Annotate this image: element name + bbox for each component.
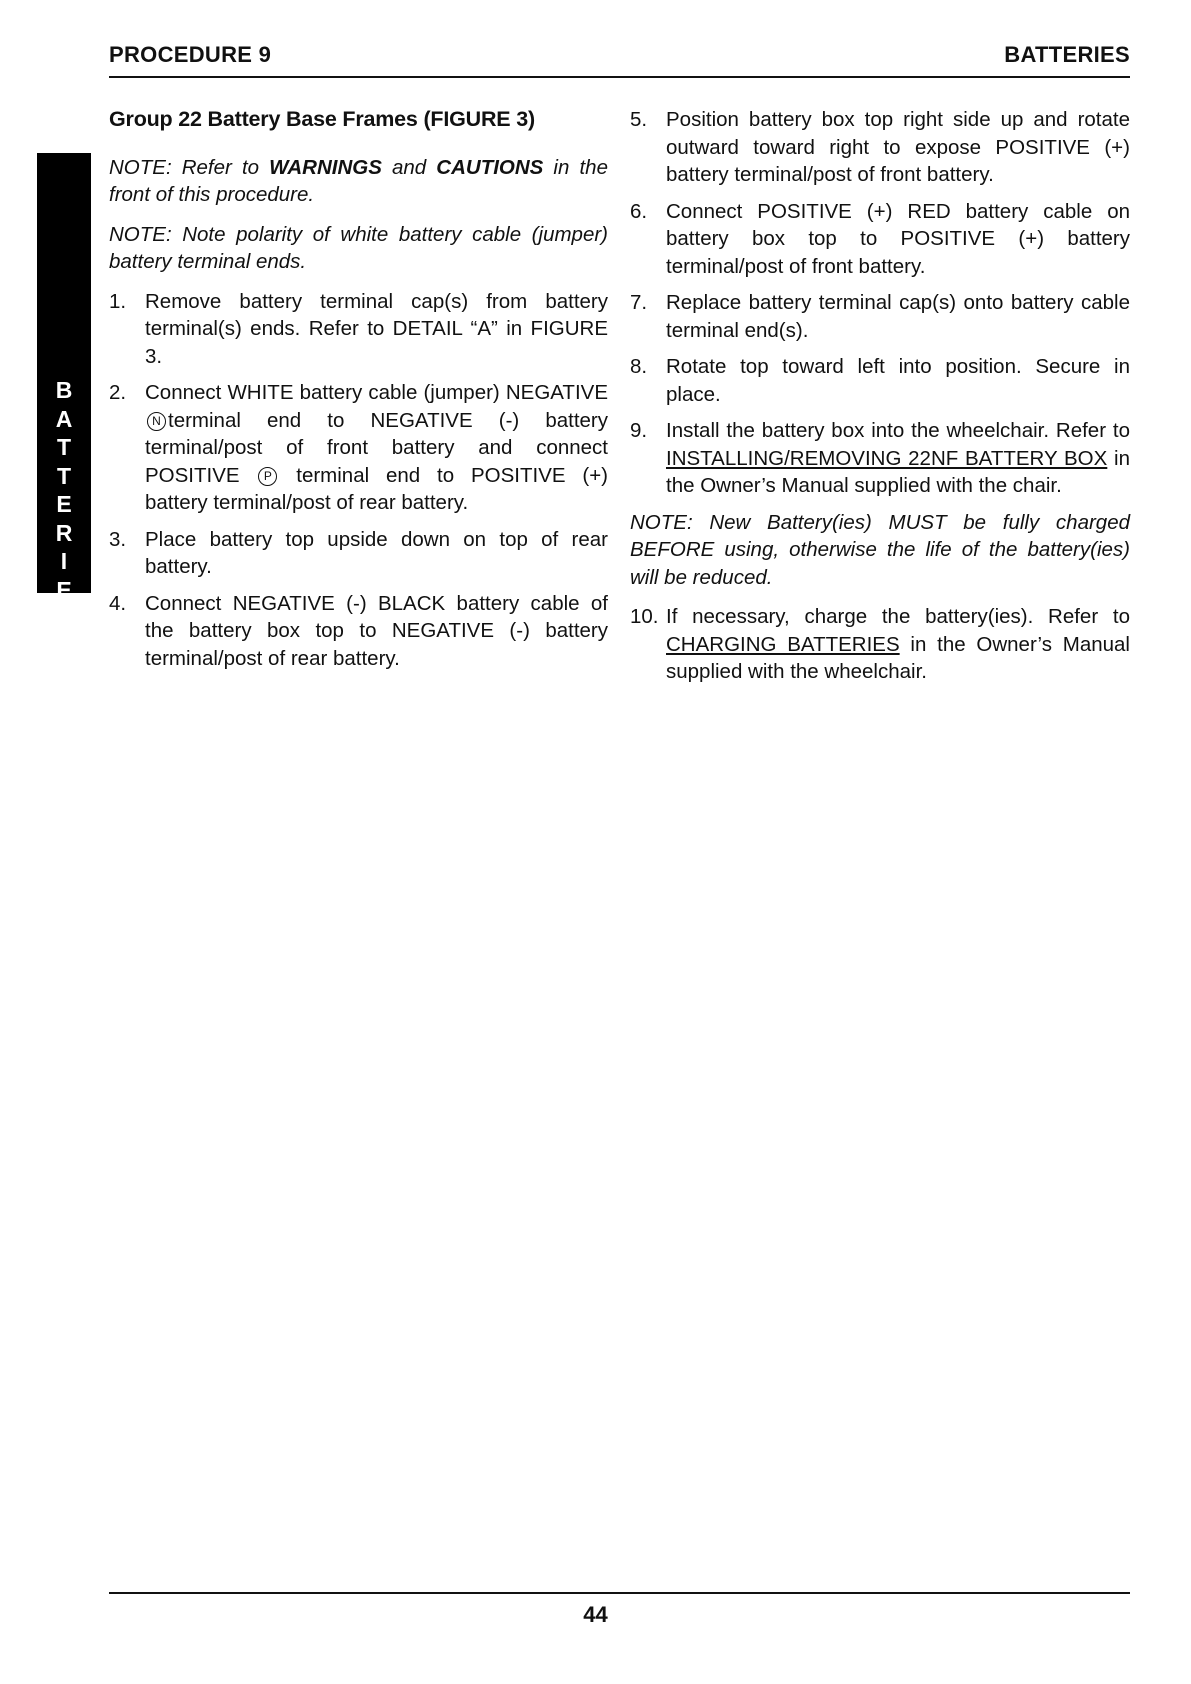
side-tab-letter: S bbox=[56, 605, 72, 631]
step-number: 8. bbox=[630, 355, 648, 378]
side-tab-letter: R bbox=[55, 519, 73, 546]
step-4 bbox=[109, 590, 608, 673]
note-polarity: NOTE: Note polarity of white battery cable (jumper) battery terminal ends. bbox=[109, 222, 608, 273]
batteries-side-tab bbox=[37, 153, 91, 631]
page-header bbox=[109, 42, 1130, 78]
left-column bbox=[109, 106, 608, 681]
step-text: Connect WHITE battery cable (jumper) NEGATIVE bbox=[145, 381, 608, 404]
step-2 bbox=[109, 379, 608, 517]
step-10 bbox=[630, 603, 1130, 686]
side-tab-letter: T bbox=[56, 434, 72, 460]
step-text: terminal end to NEGATIVE (-) battery terminal/post of front battery and connect POSITIVE bbox=[145, 408, 608, 487]
step-number: 4. bbox=[109, 591, 127, 615]
side-tab-letter: B bbox=[55, 377, 73, 403]
step-number: 10. bbox=[630, 605, 659, 628]
step-number: 7. bbox=[630, 291, 648, 314]
step-text: Rotate top toward left into position. Secure in place. bbox=[666, 355, 1130, 406]
step-3 bbox=[109, 526, 608, 581]
side-tab-letters bbox=[37, 376, 91, 633]
cautions-emphasis: CAUTIONS bbox=[436, 155, 544, 179]
step-text: Install the battery box into the wheelchair. Refer to bbox=[666, 419, 1130, 442]
negative-symbol-icon: N bbox=[147, 412, 166, 431]
right-column bbox=[630, 106, 1130, 695]
step-7 bbox=[630, 289, 1130, 344]
step-1 bbox=[109, 288, 608, 371]
side-tab-letter: I bbox=[60, 548, 68, 574]
step-text: Place battery top upside down on top of rear battery. bbox=[145, 527, 608, 578]
step-text: Connect NEGATIVE (-) BLACK battery cable of the battery box top to NEGATIVE (-) battery terminal/post of rear battery. bbox=[145, 591, 608, 670]
section-title: Group 22 Battery Base Frames (FIGURE 3) bbox=[109, 107, 535, 131]
step-number: 9. bbox=[630, 419, 648, 442]
side-tab-letter: T bbox=[56, 462, 72, 489]
note-text: in the front of this procedure. bbox=[109, 155, 608, 206]
step-text: in the Owner’s Manual supplied with the chair. bbox=[666, 446, 1130, 497]
charging-batteries-link[interactable]: CHARGING BATTERIES bbox=[666, 632, 900, 656]
step-text: Position battery box top right side up and rotate outward toward right to expose POSITIVE (+) battery terminal/post of front battery. bbox=[666, 108, 1130, 186]
procedure-label: PROCEDURE 9 bbox=[109, 42, 272, 67]
section-label: BATTERIES bbox=[1004, 42, 1130, 67]
step-text: Connect POSITIVE (+) RED battery cable on battery box top to POSITIVE (+) battery terminal/post of front battery. bbox=[666, 199, 1130, 278]
side-tab-letter: A bbox=[55, 405, 73, 432]
positive-symbol-icon: P bbox=[258, 467, 277, 486]
step-text: in the Owner’s Manual supplied with the wheelchair. bbox=[666, 632, 1130, 683]
note-warnings bbox=[109, 154, 608, 209]
step-number: 1. bbox=[109, 289, 127, 313]
step-number: 5. bbox=[630, 108, 648, 131]
installing-battery-box-link[interactable]: INSTALLING/REMOVING 22NF BATTERY BOX bbox=[666, 446, 1108, 470]
step-number: 6. bbox=[630, 199, 648, 223]
step-9 bbox=[630, 417, 1130, 500]
step-text: Remove battery terminal cap(s) from battery terminal(s) ends. Refer to DETAIL “A” in FIGURE 3. bbox=[145, 289, 608, 368]
step-6 bbox=[630, 198, 1130, 281]
side-tab-letter: E bbox=[56, 491, 72, 517]
footer-divider bbox=[109, 1592, 1130, 1594]
step-text: terminal end to POSITIVE (+) battery terminal/post of rear battery. bbox=[145, 463, 609, 514]
step-5 bbox=[630, 106, 1130, 189]
side-tab-letter: E bbox=[56, 576, 72, 603]
step-text: Replace battery terminal cap(s) onto battery cable terminal end(s). bbox=[666, 291, 1130, 342]
note-charge: NOTE: New Battery(ies) MUST be fully charged BEFORE using, otherwise the life of the battery(ies) will be reduced. bbox=[630, 510, 1130, 589]
step-number: 2. bbox=[109, 381, 127, 404]
step-text: If necessary, charge the battery(ies). Refer to bbox=[666, 605, 1130, 628]
note-text: and bbox=[381, 155, 437, 179]
page-number: 44 bbox=[583, 1602, 608, 1627]
note-text: NOTE: Refer to bbox=[109, 155, 270, 179]
step-8 bbox=[630, 353, 1130, 408]
step-number: 3. bbox=[109, 527, 127, 551]
warnings-emphasis: WARNINGS bbox=[269, 155, 382, 179]
